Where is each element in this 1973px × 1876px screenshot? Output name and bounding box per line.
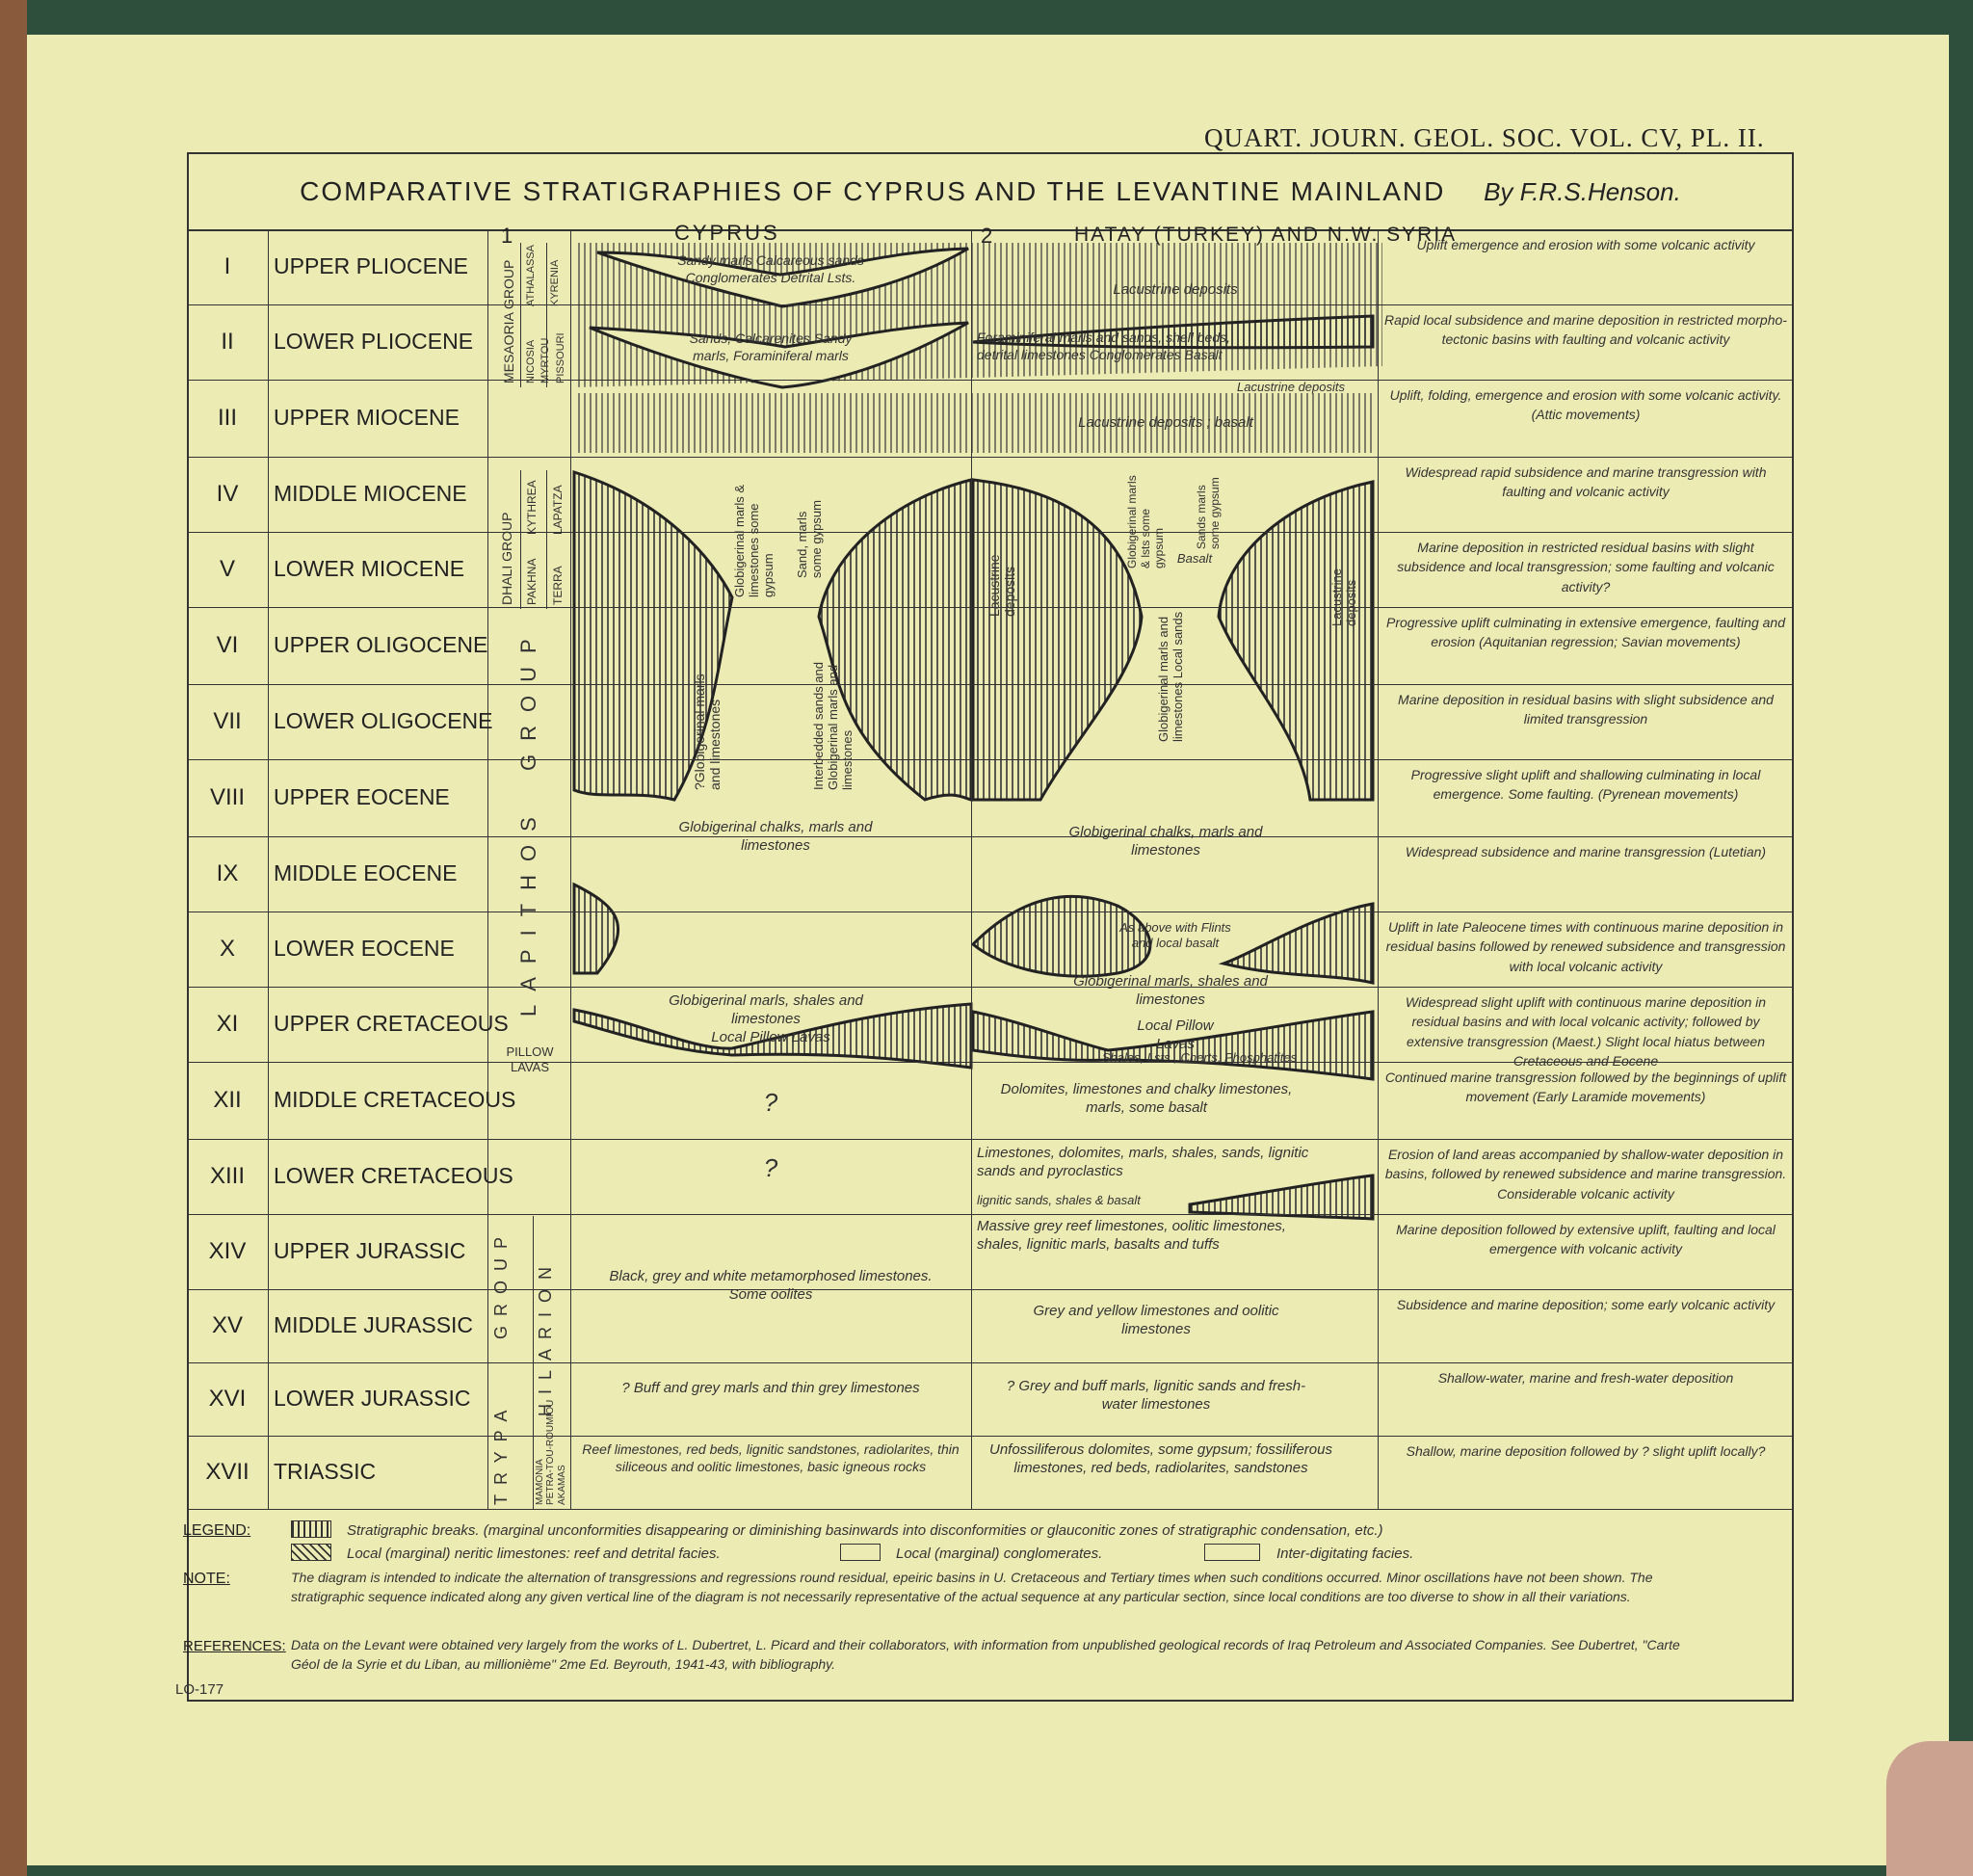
- ht-r3: Lacustrine deposits ; basalt: [1078, 414, 1253, 431]
- process-text: Marine deposition followed by extensive uplift, faulting and local emergence with volcanic activity: [1396, 1222, 1776, 1257]
- legend-l3: Local (marginal) conglomerates.: [896, 1546, 1103, 1562]
- cy-interbedded: Interbedded sands and Globigerinal marls and limestones: [811, 662, 855, 790]
- row-age: UPPER CRETACEOUS: [274, 1011, 509, 1036]
- process-text: Widespread rapid subsidence and marine transgression with faulting and volcanic activity: [1405, 464, 1767, 500]
- row-number: X: [219, 936, 235, 962]
- cy-jur: Black, grey and white metamorphosed limestones. Some oolites: [609, 1268, 933, 1303]
- row-age: MIDDLE EOCENE: [274, 860, 458, 885]
- ht-r2b: Lacustrine deposits: [1236, 380, 1345, 394]
- group-athalassa: ATHALASSA: [525, 245, 537, 306]
- ht-shales: Shales, Lsts., Cherts, Phosphatites: [1101, 1050, 1298, 1065]
- process-text: Subsidence and marine deposition; some early volcanic activity: [1396, 1297, 1776, 1312]
- process-text: Marine deposition in restricted residual basins with slight subsidence and local transgression; some faulting and volcanic activity?: [1397, 540, 1775, 595]
- row-age: UPPER OLIGOCENE: [274, 632, 488, 657]
- cy-globmarls2: Globigerinal marls & limestones some gypsum: [732, 484, 776, 597]
- row-number: IX: [216, 860, 239, 886]
- row-number: XII: [213, 1087, 242, 1113]
- process-text: Uplift emergence and erosion with some volcanic activity: [1416, 237, 1755, 252]
- plate-code: LO-177: [175, 1681, 224, 1698]
- row-age: LOWER OLIGOCENE: [274, 708, 493, 733]
- thumb: [1886, 1741, 1973, 1876]
- row-age: UPPER JURASSIC: [274, 1238, 466, 1263]
- group-kyrenia: KYRENIA: [549, 259, 561, 306]
- row-number: IV: [216, 481, 239, 507]
- legend-interdigitating-swatch: [1204, 1544, 1260, 1561]
- row-number: XVII: [205, 1459, 250, 1485]
- group-terra: TERRA: [551, 566, 565, 605]
- cy-q-xiii: ?: [763, 1153, 778, 1182]
- row-number: VI: [216, 632, 239, 658]
- cy-eocene: Globigerinal chalks, marls and limestones: [678, 819, 873, 854]
- row-age: LOWER JURASSIC: [274, 1386, 471, 1411]
- ht-lcret2: lignitic sands, shales & basalt: [977, 1193, 1141, 1207]
- process-text: Uplift, folding, emergence and erosion with some volcanic activity. (Attic movements): [1389, 387, 1782, 423]
- group-trypa: TRYPA: [491, 1400, 511, 1505]
- ht-ujur: Massive grey reef limestones, oolitic limestones, shales, lignitic marls, basalts and tuffs: [977, 1218, 1286, 1253]
- col1-number: 1: [501, 224, 516, 248]
- ht-glob: Globigerinal marls & lsts some gypsum: [1125, 475, 1166, 568]
- ht-r1: Lacustrine deposits: [1113, 281, 1238, 298]
- process-text: Shallow, marine deposition followed by ? slight uplift locally?: [1406, 1443, 1766, 1459]
- row-number: XIII: [209, 1163, 245, 1189]
- group-myrtou: MYRTOU: [539, 337, 551, 383]
- row-age: MIDDLE CRETACEOUS: [274, 1087, 516, 1112]
- process-text: Uplift in late Paleocene times with continuous marine deposition in residual basins followed by renewed subsidence and transgression with local volcanic activity: [1385, 919, 1786, 974]
- ht-eocene: Globigerinal chalks, marls and limestones: [1068, 824, 1263, 859]
- group-mesaoria: MESAORIA GROUP: [501, 259, 516, 383]
- row-number: VII: [213, 708, 242, 734]
- row-number: I: [224, 253, 231, 279]
- row-number: XI: [216, 1011, 239, 1037]
- row-number: III: [217, 405, 237, 431]
- title-text: COMPARATIVE STRATIGRAPHIES OF CYPRUS AND THE LEVANTINE MAINLAND: [300, 176, 1446, 206]
- ht-sands: Sands marls some gypsum: [1195, 477, 1222, 549]
- ht-r2: Foraminiferal marls and sands, shell beds, detrital limestones Conglomerates Basalt: [977, 330, 1231, 362]
- row-age: MIDDLE JURASSIC: [274, 1312, 474, 1337]
- row-age: LOWER EOCENE: [274, 936, 455, 961]
- row-number: II: [221, 329, 234, 355]
- group-nicosia: NICOSIA: [525, 339, 537, 383]
- row-age: LOWER PLIOCENE: [274, 329, 474, 354]
- row-number: XVI: [208, 1386, 247, 1412]
- ht-lac2: Lacustrine deposits: [1329, 568, 1358, 626]
- legend-label: LEGEND:: [183, 1522, 251, 1539]
- hatay-header: HATAY (TURKEY) AND N.W. SYRIA: [1074, 224, 1458, 246]
- row-age: LOWER CRETACEOUS: [274, 1163, 513, 1188]
- row-age: UPPER PLIOCENE: [274, 253, 468, 278]
- cy-ljur: ? Buff and grey marls and thin grey limestones: [621, 1380, 920, 1396]
- ht-lcret: Limestones, dolomites, marls, shales, sands, lignitic sands and pyroclastics: [977, 1145, 1309, 1179]
- row-age: MIDDLE MIOCENE: [274, 481, 467, 506]
- group-lapithos: LAPITHOS: [516, 804, 540, 1017]
- ht-cret: Globigerinal marls, shales and limestones: [1073, 973, 1268, 1008]
- cy-trias: Reef limestones, red beds, lignitic sandstones, radiolarites, thin siliceous and oolitic limestones, basic igneous rocks: [582, 1441, 960, 1474]
- group-dhali: DHALI GROUP: [499, 512, 514, 605]
- note-label: NOTE:: [183, 1571, 230, 1587]
- legend-l2: Local (marginal) neritic limestones: reef and detrital facies.: [347, 1546, 721, 1562]
- cy-globmarls: ?Globigerinal marls and limestones: [692, 674, 723, 790]
- note-text: The diagram is intended to indicate the alternation of transgressions and regressions round residual, epeiric basins in U. Cretaceous and Tertiary times when such conditions occurred. Minor oscillations have not been shown. The stratigraphic sequence indicated along any given vertical line of the diagram is not necessarily representative of the actual sequence at any particular section, since local conditions are too diverse to show in all their variations.: [291, 1570, 1653, 1604]
- cy-r1: Sandy marls Calcareous sands Conglomerates Detrital Lsts.: [677, 252, 864, 285]
- group-akamas: AKAMAS: [557, 1465, 567, 1505]
- legend-l4: Inter-digitating facies.: [1276, 1546, 1414, 1562]
- process-text: Marine deposition in residual basins with slight subsidence and limited transgression: [1398, 692, 1774, 727]
- process-text: Rapid local subsidence and marine deposition in restricted morpho-tectonic basins with faulting and volcanic activity: [1384, 312, 1787, 348]
- process-text: Continued marine transgression followed by the beginnings of uplift movement (Early Laramide movements): [1384, 1070, 1787, 1105]
- legend-l1: Stratigraphic breaks. (marginal unconformities disappearing or diminishing basinwards into disconformities or glauconitic zones of stratigraphic condensation, etc.): [347, 1522, 1383, 1539]
- author: By F.R.S.Henson.: [1484, 177, 1681, 206]
- row-age: TRIASSIC: [274, 1459, 377, 1484]
- ht-x: As above with Flints and local basalt: [1119, 920, 1231, 951]
- row-number: V: [219, 556, 235, 582]
- pillow-lavas-label: PILLOW LAVAS: [506, 1044, 554, 1075]
- cy-r2: Sands, Calcarenites Sandy marls, Foraminiferal marls: [689, 330, 853, 363]
- process-text: Erosion of land areas accompanied by shallow-water deposition in basins, followed by renewed subsidence and marine transgression. Considerable volcanic activity: [1384, 1147, 1787, 1202]
- cy-cret: Globigerinal marls, shales and limestones: [669, 992, 863, 1027]
- references-label: REFERENCES:: [183, 1638, 286, 1654]
- ht-mjur: Grey and yellow limestones and oolitic limestones: [1033, 1303, 1279, 1337]
- ht-trias: Unfossiliferous dolomites, some gypsum; fossiliferous limestones, red beds, radiolarites, sandstones: [989, 1441, 1332, 1476]
- cyprus-header: CYPRUS: [674, 221, 780, 245]
- ht-mcret: Dolomites, limestones and chalky limestones, marls, some basalt: [1000, 1081, 1293, 1116]
- group-trypa-group: GROUP: [491, 1227, 511, 1339]
- process-text: Progressive uplift culminating in extensive emergence, faulting and erosion (Aquitanian regression; Savian movements): [1385, 615, 1785, 650]
- process-text: Widespread slight uplift with continuous marine deposition in residual basins and with local volcanic activity; followed by extensive transgression (Maest.) Slight local hiatus between Cretaceous and Eocene: [1405, 994, 1767, 1069]
- group-kythrea: KYTHREA: [525, 480, 539, 535]
- row-age: UPPER EOCENE: [274, 784, 450, 809]
- journal-header: QUART. JOURN. GEOL. SOC. VOL. CV, PL. II.: [1204, 123, 1765, 152]
- row-number: XV: [211, 1312, 243, 1338]
- group-pakhna: PAKHNA: [525, 558, 539, 605]
- row-number: VIII: [209, 784, 245, 810]
- ht-basalt: Basalt: [1176, 551, 1213, 566]
- ht-globsands: Globigerinal marls and limestones Local sands: [1156, 611, 1185, 742]
- ht-lac1: Lacustrine deposits: [986, 554, 1017, 617]
- group-lapatza: LAPATZA: [551, 485, 565, 535]
- process-text: Progressive slight uplift and shallowing culminating in local emergence. Some faulting. (Pyrenean movements): [1410, 767, 1761, 803]
- cy-pillow: Local Pillow Lavas: [711, 1029, 830, 1045]
- legend-break-swatch: [291, 1520, 331, 1538]
- group-mamonia: MAMONIA: [535, 1459, 545, 1505]
- process-text: Widespread subsidence and marine transgression (Lutetian): [1405, 844, 1767, 859]
- ht-ljur: ? Grey and buff marls, lignitic sands and fresh-water limestones: [1006, 1378, 1306, 1413]
- group-petra: PETRA-TOU-ROUMIOU: [545, 1399, 556, 1505]
- col2-number: 2: [981, 224, 996, 248]
- cy-sandmarls: Sand, marls some gypsum: [795, 500, 824, 578]
- row-number: XIV: [208, 1238, 247, 1264]
- row-age: UPPER MIOCENE: [274, 405, 460, 430]
- legend-conglomerate-swatch: [840, 1544, 881, 1561]
- group-lapithos-group: GROUP: [516, 625, 540, 771]
- group-pissouri: PISSOURI: [555, 332, 566, 383]
- ht-pillow: Local Pillow Lavas: [1137, 1017, 1214, 1052]
- row-age: LOWER MIOCENE: [274, 556, 465, 581]
- references-text: Data on the Levant were obtained very largely from the works of L. Dubertret, L. Picard and their collaborators, with information from unpublished geological records of Iraq Petroleum and Associated Companies. See Dubertret, "Carte Géol de la Syrie et du Liban, au millionième" 2me Ed. Beyrouth, 1941-43, with bibliography.: [291, 1637, 1680, 1672]
- group-hilarion: HILARION: [536, 1256, 555, 1416]
- process-text: Shallow-water, marine and fresh-water deposition: [1437, 1370, 1734, 1386]
- cy-q-xii: ?: [763, 1088, 778, 1117]
- legend-reef-swatch: [291, 1544, 331, 1561]
